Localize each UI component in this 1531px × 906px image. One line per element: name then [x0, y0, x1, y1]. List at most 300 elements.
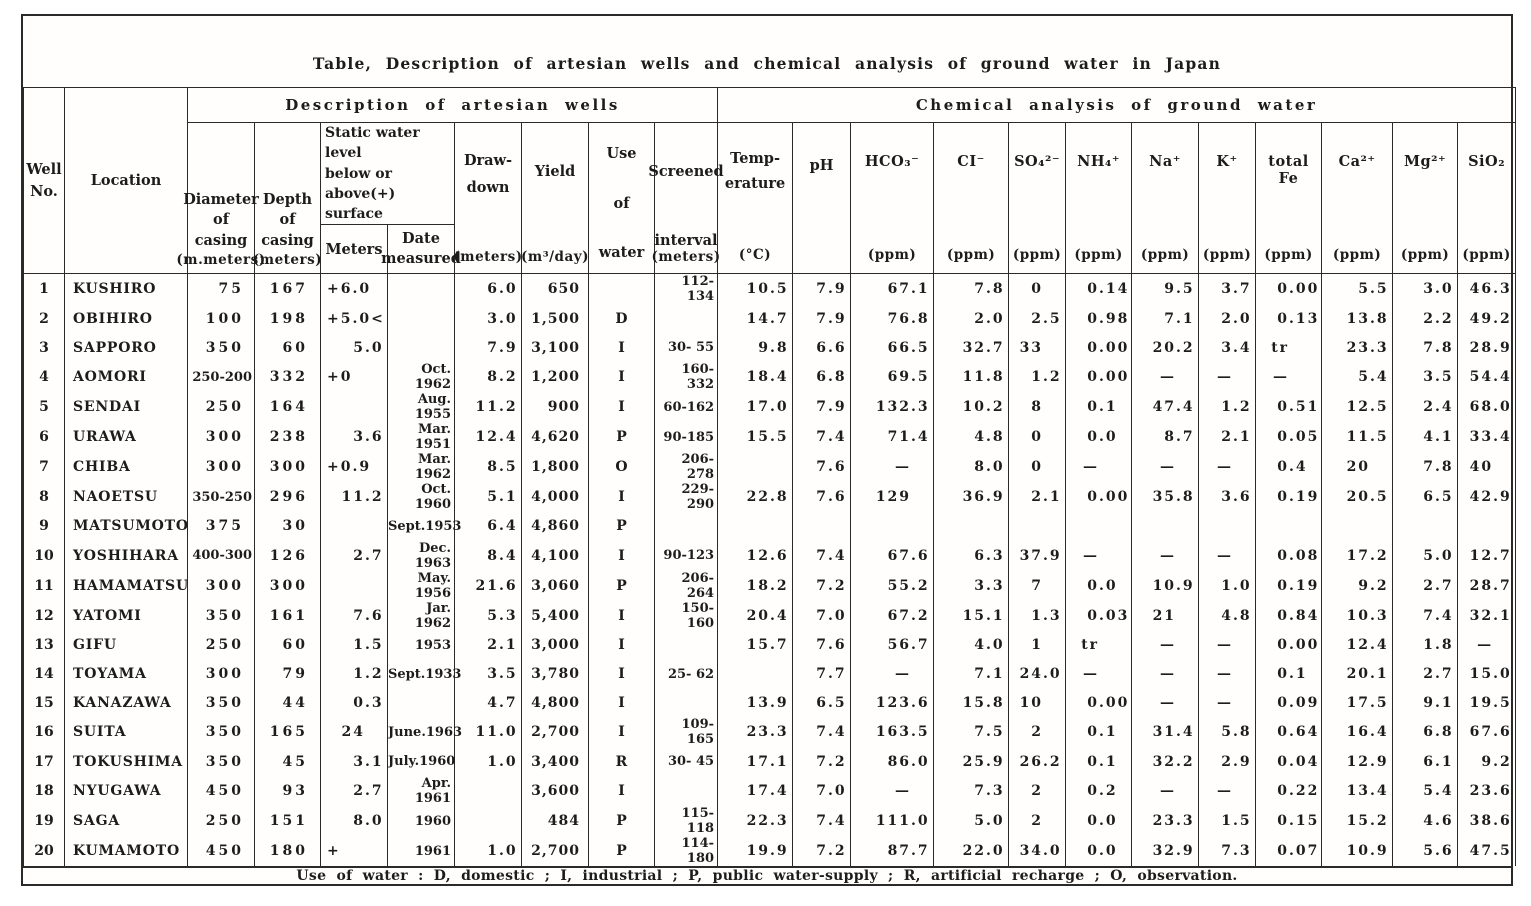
cell-depth: 332	[255, 362, 321, 392]
col-header-screened-interval	[648, 122, 724, 273]
header-line: measured	[381, 250, 461, 268]
cell-static-meters: +0.9	[321, 452, 388, 482]
cell-cl: 3 .3	[934, 571, 1009, 601]
cell-ph: 7 .6	[793, 631, 851, 660]
cell-so4: 26 .2	[1009, 747, 1066, 776]
cell-use-of-water: P	[589, 806, 655, 836]
cell-sio2: 12 .7	[1458, 541, 1516, 571]
cell-diameter: 250	[188, 806, 255, 836]
header-unit: (°C)	[738, 247, 772, 264]
cell-nh4: 0 .03	[1066, 601, 1132, 631]
cell-diameter: 250	[188, 631, 255, 660]
table-row	[24, 482, 1516, 512]
cell-use-of-water: I	[589, 362, 655, 392]
cell-use-of-water: I	[589, 631, 655, 660]
cell-drawdown: 2 .1	[455, 631, 522, 660]
cell-temperature: 15 .7	[718, 631, 793, 660]
cell-screened-interval: 229-290	[655, 482, 718, 512]
header-line: Use	[606, 144, 637, 162]
cell-date-measured: Oct. 1960	[388, 482, 455, 512]
cell-depth: 164	[255, 392, 321, 422]
cell-cl: 7 .3	[934, 776, 1009, 806]
cell-screened-interval: 160-332	[655, 362, 718, 392]
cell-total-fe	[1256, 512, 1322, 541]
cell-sio2: 40	[1458, 452, 1516, 482]
cell-ca: 10 .9	[1322, 836, 1393, 866]
cell-yield: 1,200	[522, 362, 589, 392]
cell-k: 7 .3	[1199, 836, 1256, 866]
cell-ca	[1322, 512, 1393, 541]
cell-temperature: 17 .0	[718, 392, 793, 422]
cell-location: SUITA	[65, 717, 188, 747]
header-line: of	[213, 211, 229, 229]
cell-static-meters: 8 .0	[321, 806, 388, 836]
cell-temperature: 10 .5	[718, 274, 793, 305]
cell-location: URAWA	[65, 422, 188, 452]
header-line: casing	[261, 231, 314, 249]
table-row	[24, 333, 1516, 362]
header-unit: (m.meters)	[176, 252, 266, 269]
cell-so4: 8	[1009, 392, 1066, 422]
cell-total-fe: 0 .00	[1256, 631, 1322, 660]
cell-well-no: 20	[24, 836, 65, 866]
cell-hco3: 86 .0	[851, 747, 934, 776]
cell-mg: 7 .8	[1393, 333, 1458, 362]
cell-total-fe: 0 .00	[1256, 274, 1322, 305]
cell-ph: 6 .6	[793, 333, 851, 362]
cell-sio2: 19 .5	[1458, 688, 1516, 717]
cell-use-of-water: P	[589, 422, 655, 452]
cell-so4: 1 .3	[1009, 601, 1066, 631]
cell-ph: 6 .5	[793, 688, 851, 717]
cell-screened-interval: 30- 45	[655, 747, 718, 776]
cell-date-measured: Mar. 1951	[388, 422, 455, 452]
col-header-hco3	[851, 122, 934, 273]
cell-use-of-water: I	[589, 333, 655, 362]
cell-depth: 167	[255, 274, 321, 305]
cell-static-meters: 1 .5	[321, 631, 388, 660]
cell-hco3: 87 .7	[851, 836, 934, 866]
cell-well-no: 14	[24, 660, 65, 689]
table-row	[24, 274, 1516, 305]
cell-diameter: 350	[188, 688, 255, 717]
cell-ph: 7 .4	[793, 717, 851, 747]
table-row	[24, 541, 1516, 571]
cell-so4: 7	[1009, 571, 1066, 601]
header-line: No.	[30, 182, 58, 200]
col-header-location	[65, 87, 188, 273]
cell-diameter: 350	[188, 333, 255, 362]
cell-sio2: 15 .0	[1458, 660, 1516, 689]
cell-screened-interval: 112-134	[655, 274, 718, 305]
cell-ca: 15 .2	[1322, 806, 1393, 836]
cell-hco3: 71 .4	[851, 422, 934, 452]
cell-yield: 4,860	[522, 512, 589, 541]
cell-yield: 650	[522, 274, 589, 305]
cell-well-no: 7	[24, 452, 65, 482]
cell-nh4: 0 .00	[1066, 688, 1132, 717]
cell-date-measured: Mar. 1962	[388, 452, 455, 482]
cell-na: —	[1132, 452, 1199, 482]
cell-screened-interval: 60-162	[655, 392, 718, 422]
cell-temperature: 20 .4	[718, 601, 793, 631]
cell-ca: 5 .4	[1322, 362, 1393, 392]
cell-nh4	[1066, 512, 1132, 541]
cell-so4: 2	[1009, 717, 1066, 747]
header-line: Yield	[534, 162, 576, 180]
page-title: Table, Description of artesian wells and chemical analysis of ground water in Japan	[312, 53, 1222, 73]
cell-static-meters: 5 .0	[321, 333, 388, 362]
header-line: Diameter	[183, 190, 259, 208]
cell-mg: 7 .4	[1393, 601, 1458, 631]
group-header-chemical-analysis: Chemical analysis of ground water	[718, 87, 1516, 122]
cell-well-no: 1	[24, 274, 65, 305]
cell-sio2: 23 .6	[1458, 776, 1516, 806]
cell-date-measured: Apr. 1961	[388, 776, 455, 806]
cell-mg: 5 .4	[1393, 776, 1458, 806]
cell-cl: 6 .3	[934, 541, 1009, 571]
cell-static-meters	[321, 512, 388, 541]
cell-k: —	[1199, 631, 1256, 660]
cell-na: 8 .7	[1132, 422, 1199, 452]
cell-screened-interval	[655, 512, 718, 541]
cell-temperature: 17 .4	[718, 776, 793, 806]
cell-ph: 7 .4	[793, 541, 851, 571]
cell-depth: 300	[255, 452, 321, 482]
cell-diameter: 250-200	[188, 362, 255, 392]
cell-drawdown: 8 .2	[455, 362, 522, 392]
cell-screened-interval	[655, 631, 718, 660]
cell-depth: 126	[255, 541, 321, 571]
cell-temperature	[718, 452, 793, 482]
cell-mg: 3 .5	[1393, 362, 1458, 392]
col-header-total-fe	[1256, 122, 1322, 273]
cell-mg: 6 .5	[1393, 482, 1458, 512]
cell-date-measured: 1961	[388, 836, 455, 866]
cell-drawdown: 8 .4	[455, 541, 522, 571]
cell-well-no: 3	[24, 333, 65, 362]
cell-well-no: 2	[24, 304, 65, 333]
cell-yield: 4,000	[522, 482, 589, 512]
cell-temperature: 9 .8	[718, 333, 793, 362]
cell-static-meters: 11 .2	[321, 482, 388, 512]
cell-ca: 16 .4	[1322, 717, 1393, 747]
cell-ph: 7 .2	[793, 571, 851, 601]
cell-date-measured: Sept.1953	[388, 512, 455, 541]
cell-hco3	[851, 512, 934, 541]
cell-temperature: 13 .9	[718, 688, 793, 717]
cell-na: 31 .4	[1132, 717, 1199, 747]
cell-static-meters: 3 .6	[321, 422, 388, 452]
cell-nh4: tr	[1066, 631, 1132, 660]
cell-hco3: 67 .1	[851, 274, 934, 305]
cell-ph: 7 .9	[793, 304, 851, 333]
cell-total-fe: 0 .51	[1256, 392, 1322, 422]
cell-drawdown: 8 .5	[455, 452, 522, 482]
cell-so4: 1 .2	[1009, 362, 1066, 392]
cell-depth: 30	[255, 512, 321, 541]
cell-date-measured	[388, 304, 455, 333]
cell-cl: 25 .9	[934, 747, 1009, 776]
cell-diameter: 300	[188, 660, 255, 689]
cell-temperature: 18 .4	[718, 362, 793, 392]
cell-screened-interval: 30- 55	[655, 333, 718, 362]
table-row	[24, 806, 1516, 836]
ion-formula: NH₄⁺	[1077, 152, 1121, 170]
cell-hco3: 55 .2	[851, 571, 934, 601]
cell-hco3: —	[851, 452, 934, 482]
ion-formula: HCO₃⁻	[864, 152, 920, 170]
cell-k: 2 .9	[1199, 747, 1256, 776]
cell-na: —	[1132, 776, 1199, 806]
cell-so4: 10	[1009, 688, 1066, 717]
cell-use-of-water: I	[589, 688, 655, 717]
cell-cl: 32 .7	[934, 333, 1009, 362]
cell-location: KUMAMOTO	[65, 836, 188, 866]
cell-ph: 7 .4	[793, 422, 851, 452]
table-row	[24, 512, 1516, 541]
table-row	[24, 601, 1516, 631]
cell-well-no: 17	[24, 747, 65, 776]
cell-nh4: 0 .1	[1066, 717, 1132, 747]
header-unit: (ppm)	[1140, 247, 1190, 264]
cell-screened-interval: 150-160	[655, 601, 718, 631]
cell-well-no: 8	[24, 482, 65, 512]
header-line: surface	[325, 206, 383, 223]
col-header-cl	[934, 122, 1009, 273]
cell-na: 20 .2	[1132, 333, 1199, 362]
cell-hco3: 56 .7	[851, 631, 934, 660]
cell-yield: 3,000	[522, 631, 589, 660]
cell-k: —	[1199, 688, 1256, 717]
cell-mg: 1 .8	[1393, 631, 1458, 660]
cell-ca: 10 .3	[1322, 601, 1393, 631]
cell-na: 7 .1	[1132, 304, 1199, 333]
header-unit: (ppm)	[1012, 247, 1062, 264]
cell-so4: 34 .0	[1009, 836, 1066, 866]
cell-na: —	[1132, 631, 1199, 660]
cell-nh4: 0 .2	[1066, 776, 1132, 806]
cell-date-measured: 1953	[388, 631, 455, 660]
cell-yield: 3,400	[522, 747, 589, 776]
cell-location: YOSHIHARA	[65, 541, 188, 571]
header-line: down	[466, 179, 510, 197]
cell-depth: 165	[255, 717, 321, 747]
cell-sio2: 32 .1	[1458, 601, 1516, 631]
cell-date-measured: Jar. 1962	[388, 601, 455, 631]
cell-depth: 93	[255, 776, 321, 806]
cell-drawdown: 1 .0	[455, 747, 522, 776]
cell-sio2: 28 .9	[1458, 333, 1516, 362]
cell-na	[1132, 512, 1199, 541]
cell-ca: 17 .2	[1322, 541, 1393, 571]
cell-mg: 6 .8	[1393, 717, 1458, 747]
cell-static-meters: 3 .1	[321, 747, 388, 776]
header-line: Location	[90, 172, 162, 190]
header-line: casing	[194, 231, 248, 249]
cell-ph	[793, 512, 851, 541]
cell-drawdown	[455, 776, 522, 806]
col-header-diameter	[176, 122, 266, 273]
cell-ph: 7 .9	[793, 274, 851, 305]
cell-diameter: 450	[188, 836, 255, 866]
cell-nh4: 0 .1	[1066, 392, 1132, 422]
cell-total-fe: 0 .1	[1256, 660, 1322, 689]
cell-temperature: 15 .5	[718, 422, 793, 452]
ion-formula: total Fe	[1268, 152, 1309, 187]
table-header	[24, 87, 1516, 273]
cell-depth: 79	[255, 660, 321, 689]
table-row	[24, 631, 1516, 660]
header-unit: (meters)	[252, 252, 323, 269]
cell-static-meters: 2 .7	[321, 541, 388, 571]
cell-date-measured: Sept.1933	[388, 660, 455, 689]
cell-total-fe: 0 .64	[1256, 717, 1322, 747]
cell-diameter: 350	[188, 747, 255, 776]
cell-nh4: 0 .98	[1066, 304, 1132, 333]
cell-na: 10 .9	[1132, 571, 1199, 601]
cell-well-no: 10	[24, 541, 65, 571]
cell-nh4: 0 .0	[1066, 571, 1132, 601]
cell-total-fe: 0 .22	[1256, 776, 1322, 806]
cell-diameter: 300	[188, 452, 255, 482]
header-line: interval	[654, 232, 718, 250]
cell-nh4: 0 .00	[1066, 362, 1132, 392]
ion-formula: SO₄²⁻	[1014, 152, 1061, 170]
cell-ph: 7 .0	[793, 601, 851, 631]
cell-mg	[1393, 512, 1458, 541]
cell-total-fe: 0 .08	[1256, 541, 1322, 571]
cell-temperature	[718, 660, 793, 689]
use-of-water-legend: Use of water : D, domestic ; I, industrial ; P, public water-supply ; R, artificial recharge ; O, observation.	[296, 868, 1238, 884]
cell-sio2: 42 .9	[1458, 482, 1516, 512]
cell-mg: 3 .0	[1393, 274, 1458, 305]
cell-nh4: —	[1066, 452, 1132, 482]
cell-mg: 2 .7	[1393, 660, 1458, 689]
col-header-depth	[252, 122, 323, 273]
col-header-yield	[522, 122, 589, 273]
header-unit: (ppm)	[1202, 247, 1252, 264]
cell-hco3: 67 .2	[851, 601, 934, 631]
cell-so4: 1	[1009, 631, 1066, 660]
cell-depth: 300	[255, 571, 321, 601]
table-row	[24, 571, 1516, 601]
cell-na: 32 .2	[1132, 747, 1199, 776]
cell-so4	[1009, 512, 1066, 541]
cell-sio2: 47 .5	[1458, 836, 1516, 866]
cell-temperature: 18 .2	[718, 571, 793, 601]
cell-diameter: 300	[188, 422, 255, 452]
cell-k: —	[1199, 452, 1256, 482]
cell-so4: 2	[1009, 806, 1066, 836]
cell-sio2: 28 .7	[1458, 571, 1516, 601]
cell-ca: 20 .5	[1322, 482, 1393, 512]
cell-ca: 12 .9	[1322, 747, 1393, 776]
cell-sio2: 68 .0	[1458, 392, 1516, 422]
cell-k: 1 .2	[1199, 392, 1256, 422]
cell-drawdown: 12 .4	[455, 422, 522, 452]
cell-ph: 7 .0	[793, 776, 851, 806]
cell-yield: 3,780	[522, 660, 589, 689]
cell-use-of-water: I	[589, 776, 655, 806]
header-unit: (ppm)	[1400, 247, 1450, 264]
cell-hco3: 132 .3	[851, 392, 934, 422]
header-line: Static water level	[325, 124, 420, 162]
ion-formula: Mg²⁺	[1403, 152, 1447, 170]
cell-cl: 15 .8	[934, 688, 1009, 717]
col-header-date-measured	[381, 225, 461, 274]
cell-nh4: 0 .14	[1066, 274, 1132, 305]
cell-total-fe: 0 .84	[1256, 601, 1322, 631]
cell-sio2: —	[1458, 631, 1516, 660]
cell-cl: 7 .1	[934, 660, 1009, 689]
col-header-drawdown	[455, 122, 522, 273]
cell-diameter: 350-250	[188, 482, 255, 512]
header-unit: (ppm)	[1074, 247, 1123, 264]
cell-hco3: 129	[851, 482, 934, 512]
cell-screened-interval: 25- 62	[655, 660, 718, 689]
cell-screened-interval: 206-278	[655, 452, 718, 482]
col-header-k	[1199, 122, 1256, 273]
col-header-na	[1132, 122, 1199, 273]
cell-date-measured: July.1960	[388, 747, 455, 776]
cell-nh4: 0 .0	[1066, 806, 1132, 836]
cell-temperature: 19 .9	[718, 836, 793, 866]
cell-drawdown: 6 .0	[455, 274, 522, 305]
cell-total-fe: 0 .15	[1256, 806, 1322, 836]
cell-location: SAPPORO	[65, 333, 188, 362]
header-line: below or above(+)	[325, 165, 396, 202]
cell-total-fe: 0 .05	[1256, 422, 1322, 452]
cell-k: 4 .8	[1199, 601, 1256, 631]
cell-sio2: 49 .2	[1458, 304, 1516, 333]
cell-depth: 180	[255, 836, 321, 866]
document-frame	[21, 14, 1513, 886]
cell-cl: 7 .8	[934, 274, 1009, 305]
cell-na: —	[1132, 541, 1199, 571]
cell-drawdown: 7 .9	[455, 333, 522, 362]
cell-nh4: 0 .0	[1066, 836, 1132, 866]
cell-k: —	[1199, 362, 1256, 392]
cell-hco3: 163 .5	[851, 717, 934, 747]
cell-location: KANAZAWA	[65, 688, 188, 717]
cell-location: TOKUSHIMA	[65, 747, 188, 776]
cell-ph: 6 .8	[793, 362, 851, 392]
cell-total-fe: 0 .04	[1256, 747, 1322, 776]
table-row	[24, 362, 1516, 392]
cell-mg: 2 .2	[1393, 304, 1458, 333]
cell-drawdown: 21 .6	[455, 571, 522, 601]
cell-k: —	[1199, 776, 1256, 806]
cell-location: NAOETSU	[65, 482, 188, 512]
table-row	[24, 422, 1516, 452]
cell-ca: 17 .5	[1322, 688, 1393, 717]
cell-static-meters: +0	[321, 362, 388, 392]
cell-static-meters: 24	[321, 717, 388, 747]
cell-drawdown: 6 .4	[455, 512, 522, 541]
cell-static-meters: 2 .7	[321, 776, 388, 806]
cell-yield: 900	[522, 392, 589, 422]
cell-total-fe: 0 .19	[1256, 482, 1322, 512]
cell-use-of-water: I	[589, 717, 655, 747]
cell-date-measured: 1960	[388, 806, 455, 836]
cell-screened-interval: 114-180	[655, 836, 718, 866]
cell-hco3: 67 .6	[851, 541, 934, 571]
table-body	[24, 274, 1516, 866]
cell-yield: 3,100	[522, 333, 589, 362]
cell-k: 2 .0	[1199, 304, 1256, 333]
cell-so4: 33	[1009, 333, 1066, 362]
